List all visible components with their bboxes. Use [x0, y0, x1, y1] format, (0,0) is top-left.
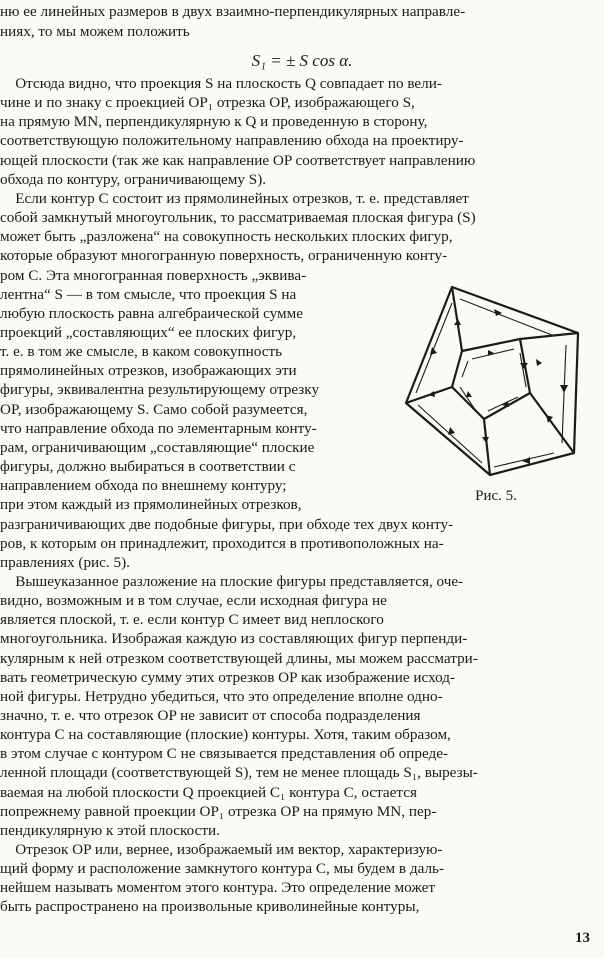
text-line: проекций „составляющих“ ее плоских фигур, [0, 323, 297, 341]
text-line: ленной площади (соответствующей S), тем не менее площадь S₁, вырезы- [0, 764, 478, 782]
text-line: щий форму и расположение замкнутого контура C, мы будем в даль- [0, 860, 445, 878]
text-line: разграничивающих две подобные фигуры, при обходе тех двух конту- [0, 515, 454, 533]
text-line: соответствующую положительному направлению обхода на проектиру- [0, 132, 464, 150]
text-line: ющей плоскости (так же как направление OP соответствует направлению [0, 151, 476, 169]
text-line: правлениях (рис. 5). [0, 553, 130, 571]
text-line: Отрезок OP или, вернее, изображаемый им вектор, характеризую- [0, 841, 443, 858]
text-line: Отсюда видно, что проекция S на плоскость Q совпадает по вели- [0, 75, 442, 92]
text-line: вать геометрическую сумму этих отрезков OP как изображение исход- [0, 668, 456, 686]
text-line: рам, ограничивающим „составляющие“ плоские [0, 438, 315, 456]
text-line: OP, изображающему S. Само собой разумеется, [0, 400, 308, 418]
text-line: лентна“ S — в том смысле, что проекция S на [0, 285, 297, 303]
text-line: значно, т. е. что отрезок OP не зависит от способа подразделения [0, 706, 421, 724]
text-line: обхода по контуру, ограничивающему S). [0, 170, 267, 188]
figure-caption: Рис. 5. [475, 488, 517, 504]
text-line: быть распространено на произвольные криволинейные контуры, [0, 898, 420, 916]
text-line: может быть „разложена“ на совокупность нескольких плоских фигур, [0, 228, 453, 246]
text-line: контура C на составляющие (плоские) контуры. Хотя, таким образом, [0, 726, 451, 744]
text-line: ром C. Эта многогранная поверхность „эквива- [0, 266, 307, 284]
text-line: кулярным к ней отрезком соответствующей длины, мы можем рассматри- [0, 649, 478, 667]
text-line: ваемая на любой плоскости Q проекцией C₁ контура C, остается [0, 783, 417, 801]
text-line: что направление обхода по элементарным конту- [0, 419, 317, 437]
text-line: ров, к которым он принадлежит, проходится в противоположных на- [0, 534, 444, 552]
text-line: при этом каждый из прямолинейных отрезков, [0, 496, 302, 514]
text-line: ню ее линейных размеров в двух взаимно-перпендикулярных направле- [0, 3, 466, 20]
text-line: попрежнему равной проекции OP₁ отрезка OP на прямую MN, пер- [0, 802, 437, 820]
text-line: фигуры, эквивалентна результирующему отрезку [0, 381, 320, 399]
text-line: видно, возможным и в том случае, если исходная фигура не [0, 592, 387, 609]
text-line: ниях, то мы можем положить [0, 23, 190, 40]
text-line: Если контур C состоит из прямолинейных отрезков, т. е. представляет [0, 189, 469, 207]
text-line: любую плоскость равна алгебраической сумме [0, 304, 304, 322]
text-line: в этом случае с контуром C не связывается представления об опреде- [0, 745, 449, 763]
text-line: чине и по знаку с проекцией OP₁ отрезка OP, изображающего S, [0, 94, 415, 112]
text-line: на прямую MN, перпендикулярную к Q и проведенную в сторону, [0, 113, 428, 131]
text-line: собой замкнутый многоугольник, то рассматриваемая плоская фигура (S) [0, 209, 476, 226]
text-line: направлением обхода по внешнему контуру; [0, 477, 287, 495]
text-line: является плоской, т. е. если контур C имеет вид неплоского [0, 611, 384, 629]
text-line: Вышеуказанное разложение на плоские фигуры представляется, оче- [0, 572, 464, 590]
text-line: которые образуют многогранную поверхность, ограниченную конту- [0, 247, 448, 265]
text-line: прямолинейных отрезков, изображающих эти [0, 362, 297, 380]
text-line: многоугольника. Изображая каждую из составляющих фигур перпенди- [0, 630, 468, 648]
figure-5 [402, 283, 590, 479]
equation: S₁ = ± S cos α. [251, 51, 353, 70]
text-line: пендикулярную к этой плоскости. [0, 821, 220, 839]
page-number: 13 [575, 930, 590, 946]
text-line: фигуры, должно выбираться в соответствии с [0, 458, 296, 475]
text-line: ной фигуры. Нетрудно убедиться, что это определение вполне одно- [0, 687, 443, 705]
text-line: нейшем называть моментом этого контура. Это определение может [0, 879, 435, 897]
polyhedron-diagram [402, 283, 590, 479]
text-line: т. е. в том же смысле, в каком совокупность [0, 343, 283, 361]
